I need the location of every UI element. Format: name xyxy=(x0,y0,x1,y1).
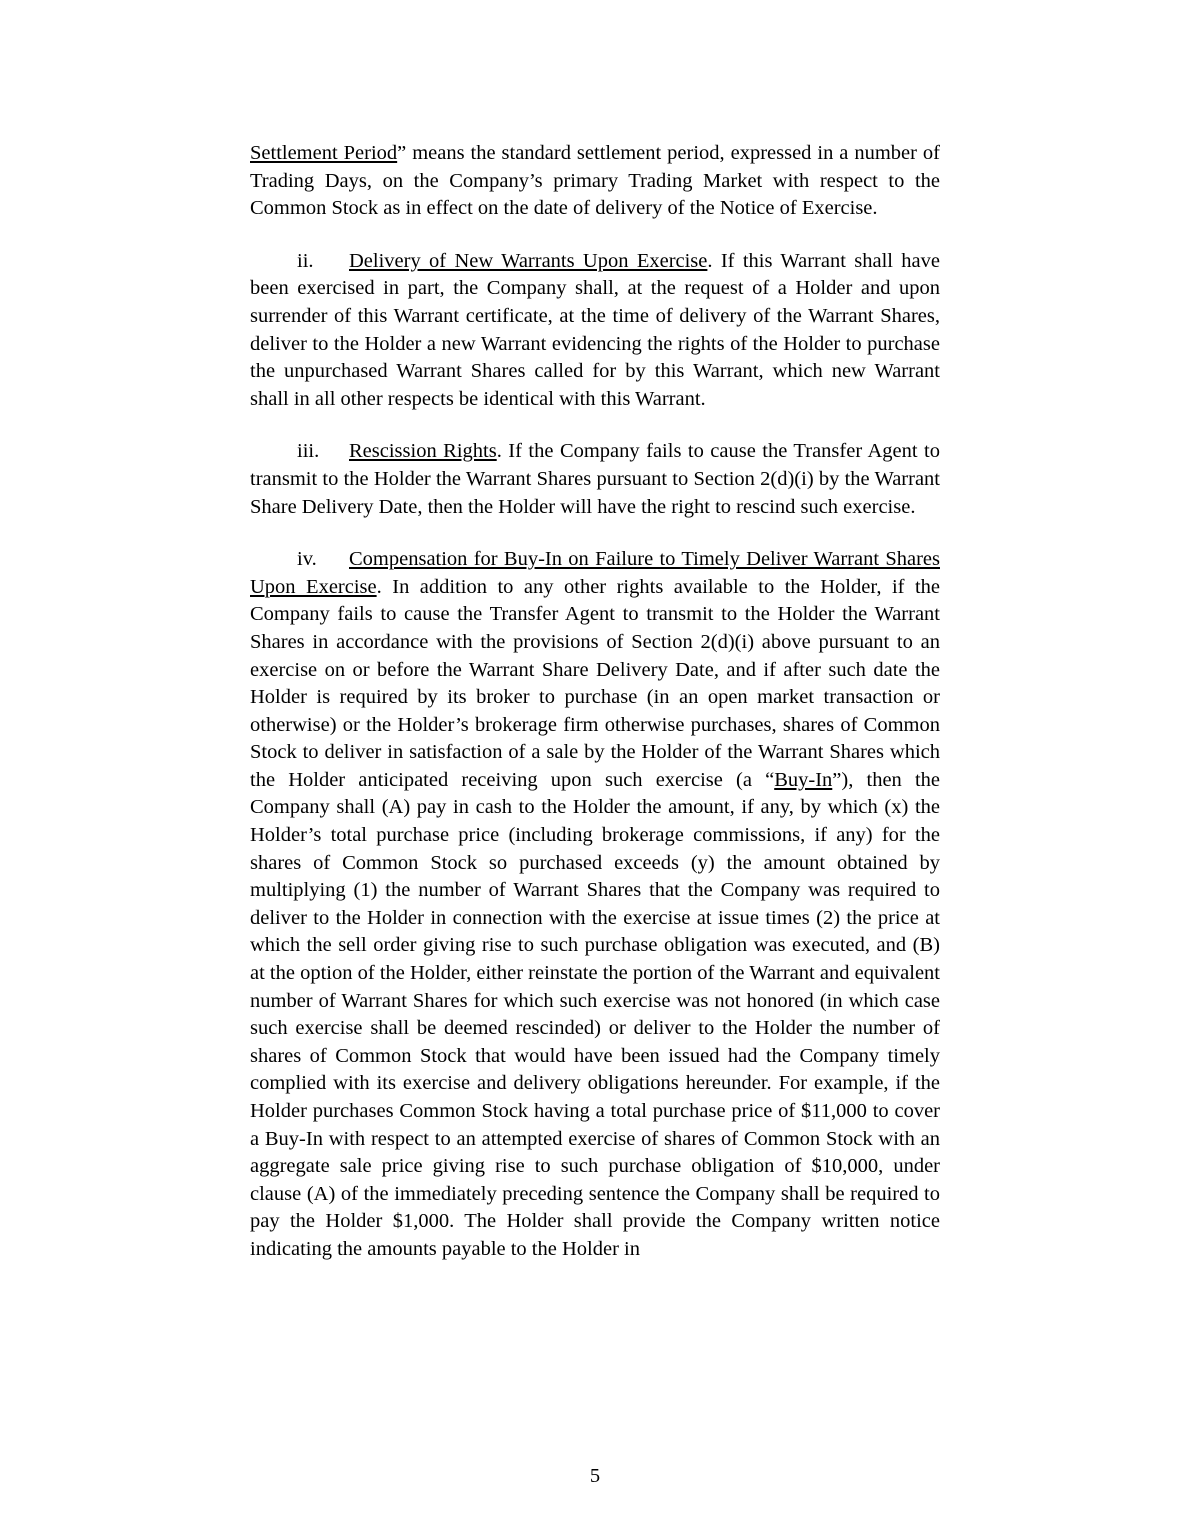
paragraph-compensation-for-buy-in xyxy=(250,546,940,1263)
paragraph-settlement-period-text: ” means the standard settlement period, expressed in a number of Trading Days, on the Company’s primary Trading Market with respect to the Common Stock as in effect on the date of delivery of the Notice of Exercise. xyxy=(250,142,940,220)
clause-number-iv: iv. xyxy=(297,548,317,571)
clause-heading-delivery-of-new-warrants: Delivery of New Warrants Upon Exercise xyxy=(349,249,708,272)
defined-term-buy-in: Buy-In xyxy=(774,768,833,791)
clause-number-ii: ii. xyxy=(297,249,314,272)
page-number: 5 xyxy=(589,1465,601,1487)
paragraph-settlement-period xyxy=(250,140,940,223)
document-body xyxy=(250,140,940,1264)
paragraph-rescission-rights-text: . If the Company fails to cause the Transfer Agent to transmit to the Holder the Warrant Shares pursuant to Section 2(d)(i) by the Warrant Share Delivery Date, then the Holder will have the right to rescind such exercise. xyxy=(250,440,940,518)
paragraph-compensation-text-part-1: . In addition to any other rights available to the Holder, if the Company fails to cause the Transfer Agent to transmit to the Holder the Warrant Shares in accordance with the provisions of Section 2(d)(i) above pursuant to an exercise on or before the Warrant Share Delivery Date, and if after such date the Holder is required by its broker to purchase (in an open market transaction or otherwise) or the Holder’s brokerage firm otherwise purchases, shares of Common Stock to deliver in satisfaction of a sale by the Holder of the Warrant Shares which the Holder anticipated receiving upon such exercise (a “ xyxy=(250,575,940,791)
paragraph-delivery-of-new-warrants xyxy=(250,248,940,414)
paragraph-rescission-rights xyxy=(250,438,940,521)
clause-heading-compensation-for-buy-in: Compensation for Buy-In on Failure to Timely Deliver Warrant Shares Upon Exercise xyxy=(250,548,940,598)
paragraph-compensation-text-part-2: ”), then the Company shall (A) pay in cash to the Holder the amount, if any, by which (x) the Holder’s total purchase price (including brokerage commissions, if any) for the shares of Common Stock so purchased exceeds (y) the amount obtained by multiplying (1) the number of Warrant Shares that the Company was required to deliver to the Holder in connection with the exercise at issue times (2) the price at which the sell order giving rise to such purchase obligation was executed, and (B) at the option of the Holder, either reinstate the portion of the Warrant and equivalent number of Warrant Shares for which such exercise was not honored (in which case such exercise shall be deemed rescinded) or deliver to the Holder the number of shares of Common Stock that would have been issued had the Company timely complied with its exercise and delivery obligations hereunder. For example, if the Holder purchases Common Stock having a total purchase price of $11,000 to cover a Buy-In with respect to an attempted exercise of shares of Common Stock with an aggregate sale price giving rise to such purchase obligation of $10,000, under clause (A) of the immediately preceding sentence the Company shall be required to pay the Holder $1,000. The Holder shall provide the Company written notice indicating the amounts payable to the Holder in xyxy=(250,768,940,1260)
paragraph-delivery-of-new-warrants-text: . If this Warrant shall have been exercised in part, the Company shall, at the request of a Holder and upon surrender of this Warrant certificate, at the time of delivery of the Warrant Shares, deliver to the Holder a new Warrant evidencing the rights of the Holder to purchase the unpurchased Warrant Shares called for by this Warrant, which new Warrant shall in all other respects be identical with this Warrant. xyxy=(250,249,940,410)
clause-heading-rescission-rights: Rescission Rights xyxy=(349,440,497,463)
defined-term-settlement-period: Settlement Period xyxy=(250,142,398,164)
clause-number-iii: iii. xyxy=(297,440,320,463)
